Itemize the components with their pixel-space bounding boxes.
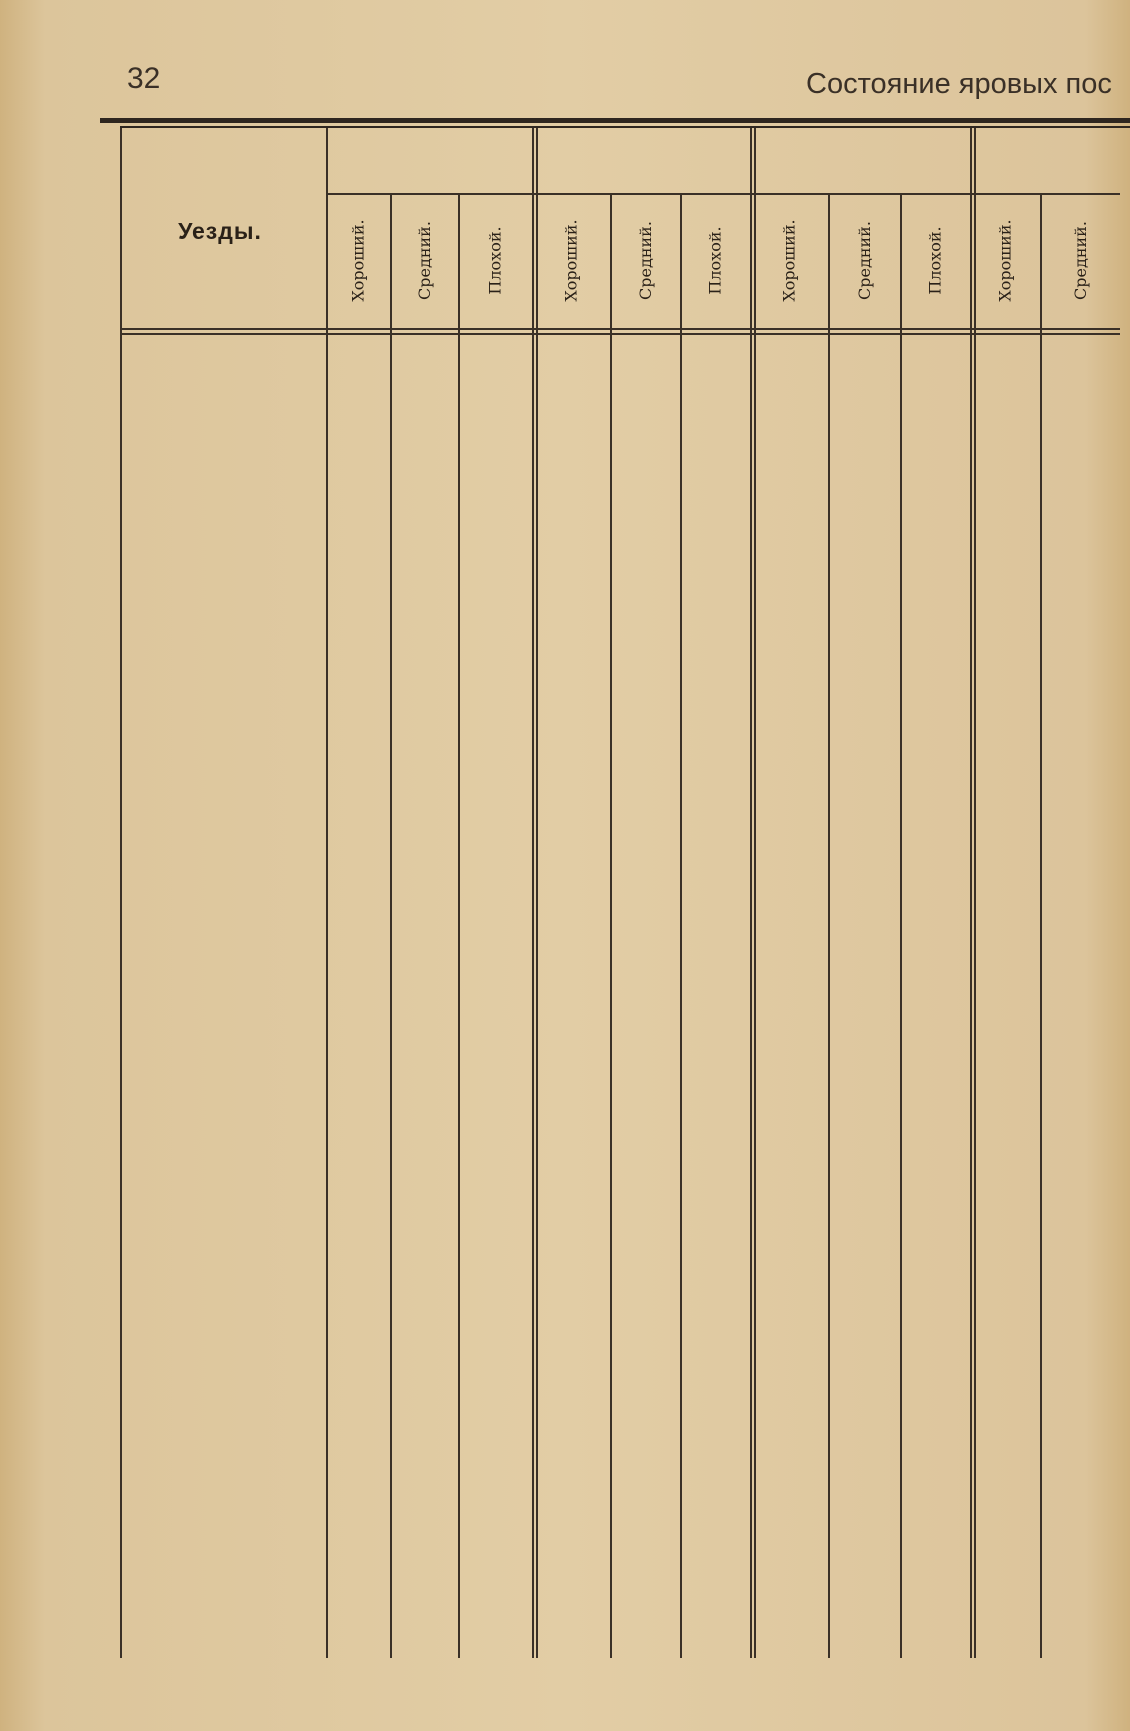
sub-header-label: Хороший. bbox=[779, 218, 799, 302]
sub-header bbox=[1040, 200, 1120, 320]
row-header: Уезды. bbox=[178, 218, 262, 244]
sub-header bbox=[828, 200, 900, 320]
group-divider bbox=[532, 128, 534, 1658]
sub-header bbox=[680, 200, 750, 320]
column-divider bbox=[900, 195, 902, 1658]
sub-header-label: Плохой. bbox=[705, 225, 725, 295]
header-bottom-rule bbox=[120, 328, 1120, 330]
group-divider bbox=[970, 128, 972, 1658]
column-divider bbox=[1040, 195, 1042, 1658]
sub-header-label: Средний. bbox=[414, 220, 434, 300]
running-title: Состояние яровых пос bbox=[806, 68, 1112, 100]
column-divider bbox=[458, 195, 460, 1658]
group-divider bbox=[536, 128, 538, 1658]
sub-header bbox=[610, 200, 680, 320]
sub-header-label: Плохой. bbox=[485, 225, 505, 295]
sub-header bbox=[390, 200, 458, 320]
group-divider bbox=[754, 128, 756, 1658]
group-divider bbox=[750, 128, 752, 1658]
sub-header-label: Средний. bbox=[1070, 220, 1090, 300]
sub-header-label: Средний. bbox=[635, 220, 655, 300]
sub-header bbox=[900, 200, 970, 320]
group-divider bbox=[974, 128, 976, 1658]
column-divider bbox=[680, 195, 682, 1658]
sub-header-label: Хороший. bbox=[561, 218, 581, 302]
sub-header bbox=[970, 200, 1040, 320]
page-number: 32 bbox=[127, 62, 161, 95]
sub-header-label: Хороший. bbox=[348, 218, 368, 302]
column-divider bbox=[610, 195, 612, 1658]
sub-header bbox=[326, 200, 390, 320]
column-divider bbox=[390, 195, 392, 1658]
sub-header bbox=[458, 200, 532, 320]
top-rule bbox=[100, 118, 1130, 123]
sub-header-label: Средний. bbox=[854, 220, 874, 300]
sub-header-label: Хороший. bbox=[995, 218, 1015, 302]
top-rule-thin bbox=[120, 126, 1130, 128]
column-divider bbox=[828, 195, 830, 1658]
header-bottom-rule-thin bbox=[120, 333, 1120, 335]
column-divider bbox=[326, 128, 328, 1658]
group-header-rule bbox=[326, 193, 1120, 195]
table-left-border bbox=[120, 128, 122, 1658]
sub-header bbox=[750, 200, 828, 320]
sub-header-label: Плохой. bbox=[925, 225, 945, 295]
sub-header bbox=[532, 200, 610, 320]
